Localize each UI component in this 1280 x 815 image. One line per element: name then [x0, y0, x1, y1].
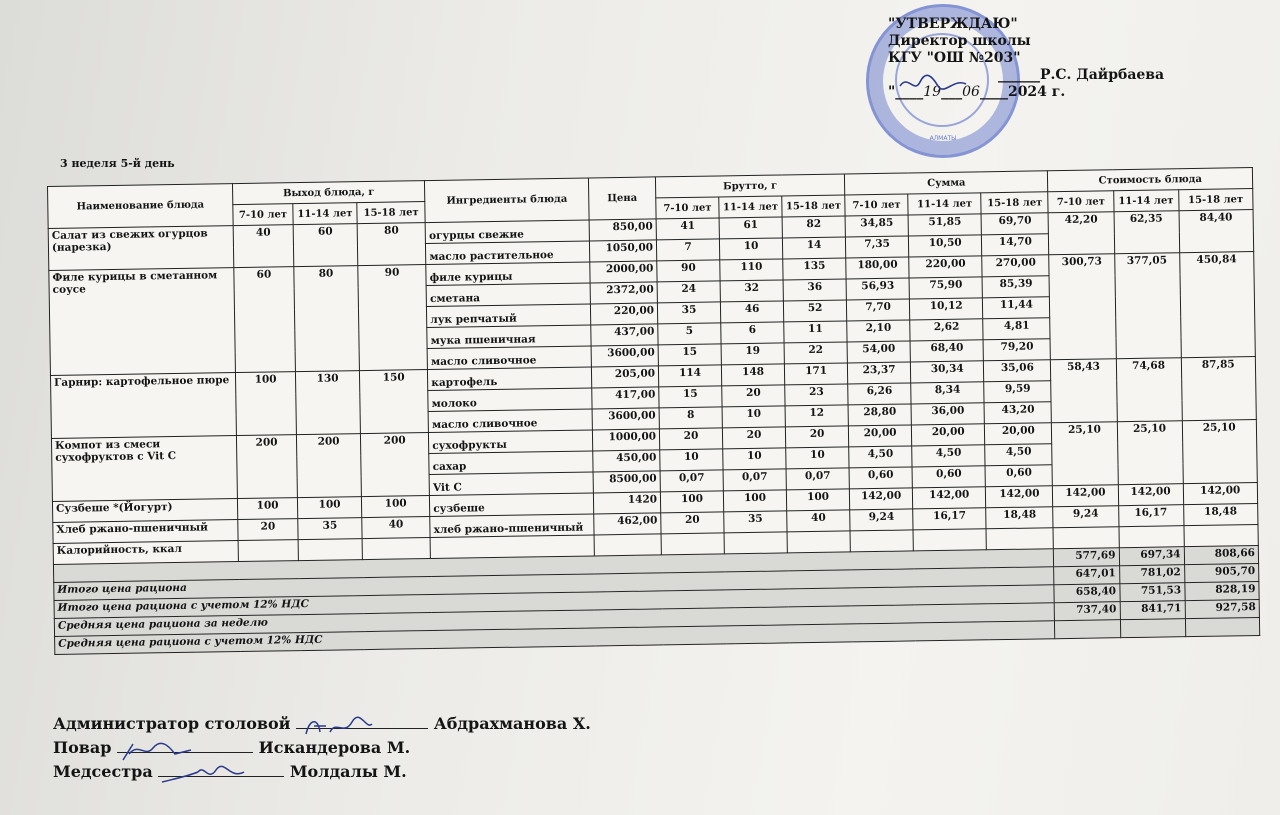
ingredient-brutto: 171: [784, 363, 847, 385]
dish-yield: 90: [358, 265, 428, 371]
stamp-text: АЛМАТЫ: [929, 135, 957, 142]
dish-cost: 25,10: [1052, 422, 1118, 486]
dish-yield: 130: [295, 371, 360, 435]
ingredient-sum: 4,50: [985, 444, 1052, 466]
dish-yield: 100: [297, 497, 361, 519]
ingredient-sum: 16,17: [913, 508, 987, 530]
ingredient-brutto: 19: [721, 343, 784, 365]
dish-name: Филе курицы в сметанном соусе: [49, 268, 236, 376]
ingredient-brutto: 35: [657, 302, 720, 324]
ingredient-sum: 0,60: [985, 465, 1052, 487]
signature-role: Повар: [53, 738, 112, 757]
dish-yield: 20: [238, 519, 298, 541]
ingredient-sum: 7,70: [847, 299, 910, 321]
dish-cost: 142,00: [1118, 484, 1183, 506]
ingredient-brutto: 20: [785, 426, 848, 448]
ingredient-sum: 9,24: [850, 509, 913, 531]
ingredient-sum: 9,59: [984, 381, 1051, 403]
dish-cost: 87,85: [1181, 357, 1256, 421]
ingredient-brutto: 23: [785, 384, 848, 406]
dish-name: Салат из свежих огурцов (нарезка): [48, 226, 234, 271]
ingredient-brutto: 10: [719, 238, 782, 260]
ingredient-name: сахар: [429, 451, 593, 475]
header-price: Цена: [588, 177, 656, 220]
dish-yield: 100: [237, 498, 297, 520]
ingredient-sum: 4,81: [983, 318, 1050, 340]
header-age: 7-10 лет: [233, 204, 293, 226]
ingredient-brutto: 0,07: [786, 468, 849, 490]
total-value: 781,02: [1119, 565, 1184, 584]
header-dish: Наименование блюда: [48, 184, 234, 229]
ingredient-brutto: 5: [658, 323, 721, 345]
ingredient-brutto: 12: [785, 405, 848, 427]
header-age: 7-10 лет: [1048, 191, 1113, 213]
ingredient-brutto: 82: [782, 216, 845, 238]
approval-org: КГУ "ОШ №203": [888, 50, 1021, 66]
ingredient-brutto: 11: [784, 321, 847, 343]
empty-cell: [1119, 526, 1184, 548]
header-age: 15-18 лет: [1178, 189, 1253, 211]
ingredient-brutto: 100: [786, 489, 849, 511]
signature-line: [53, 736, 591, 760]
signature-name: Искандерова М.: [258, 738, 411, 757]
ingredient-name: масло сливочное: [428, 409, 592, 433]
header-age: 7-10 лет: [656, 197, 719, 219]
ingredient-sum: 14,70: [982, 234, 1049, 256]
dish-yield: 200: [361, 433, 430, 497]
ingredient-name: лук репчатый: [427, 304, 591, 328]
ingredient-sum: 79,20: [983, 339, 1050, 361]
total-value: 927,58: [1185, 600, 1260, 619]
empty-cell: [986, 528, 1053, 550]
ingredient-sum: 18,48: [986, 507, 1053, 529]
ingredient-sum: 11,44: [983, 297, 1050, 319]
ingredient-sum: 8,34: [911, 382, 985, 404]
ingredient-price: 437,00: [591, 324, 658, 346]
dish-yield: 200: [236, 435, 297, 499]
dish-cost: 450,84: [1179, 252, 1255, 358]
ingredient-brutto: 8: [659, 407, 722, 429]
dish-name: Гарнир: картофельное пюре: [50, 373, 236, 439]
ingredient-name: огурцы свежие: [425, 220, 589, 244]
empty-cell: [298, 539, 362, 561]
ingredient-sum: 2,62: [910, 319, 984, 341]
total-value: 808,66: [1184, 546, 1259, 565]
ingredient-sum: 2,10: [847, 320, 910, 342]
ingredient-brutto: 20: [722, 385, 785, 407]
total-value: 577,69: [1054, 548, 1119, 567]
header-sum: Сумма: [845, 171, 1049, 195]
calories-label: Калорийность, ккал: [53, 541, 238, 565]
empty-cell: [1184, 525, 1259, 547]
header-age: 15-18 лет: [782, 195, 845, 217]
director-signature: [898, 72, 968, 96]
ingredient-brutto: 15: [659, 386, 722, 408]
header-age: 11-14 лет: [1113, 190, 1178, 212]
ingredient-sum: 85,39: [982, 276, 1049, 298]
ingredient-sum: 28,80: [848, 404, 911, 426]
ingredient-brutto: 135: [783, 258, 846, 280]
ingredient-price: 220,00: [590, 303, 657, 325]
ingredient-name: хлеб ржано-пшеничный: [430, 514, 594, 538]
dish-cost: 42,20: [1049, 212, 1115, 255]
dish-yield: 40: [233, 225, 294, 268]
ingredient-sum: 180,00: [846, 257, 909, 279]
signature-role: Медсестра: [53, 762, 153, 781]
ingredient-price: 2000,00: [590, 261, 657, 283]
ingredient-sum: 54,00: [847, 341, 910, 363]
empty-cell: [913, 529, 987, 551]
empty-cell: [430, 535, 594, 559]
ingredient-price: 3600,00: [591, 345, 658, 367]
empty-cell: [787, 531, 850, 553]
total-value: 828,19: [1184, 582, 1259, 601]
dish-yield: 80: [357, 223, 426, 266]
signature-name: Абдрахманова Х.: [433, 714, 591, 733]
dish-yield: 80: [294, 266, 360, 372]
ingredient-sum: 43,20: [984, 402, 1051, 424]
ingredient-name: масло сливочное: [427, 346, 591, 370]
dish-name: Хлеб ржано-пшеничный: [53, 520, 238, 544]
ingredient-brutto: 14: [782, 237, 845, 259]
signature-role: Администратор столовой: [53, 714, 291, 733]
week-day-label: 3 неделя 5-й день: [60, 157, 175, 170]
dish-yield: 60: [293, 224, 358, 267]
empty-cell: [594, 534, 661, 556]
total-label: Средняя цена рациона с учетом 12% НДС: [55, 621, 1056, 655]
ingredient-brutto: 35: [724, 511, 787, 533]
ingredient-sum: 10,50: [909, 235, 983, 257]
ingredient-price: 850,00: [589, 219, 656, 241]
ingredient-price: 1050,00: [589, 240, 656, 262]
ingredient-sum: 0,60: [849, 467, 912, 489]
ingredient-brutto: 40: [787, 510, 850, 532]
ingredient-price: 417,00: [592, 387, 659, 409]
dish-cost: 25,10: [1182, 420, 1257, 484]
header-ingredients: Ингредиенты блюда: [425, 178, 589, 223]
dish-cost: 142,00: [1053, 485, 1118, 507]
ingredient-brutto: 20: [722, 427, 785, 449]
dish-yield: 200: [296, 434, 361, 498]
header-age: 15-18 лет: [357, 202, 425, 224]
signature-blank: [117, 752, 253, 753]
dish-cost: 84,40: [1179, 210, 1254, 253]
header-age: 11-14 лет: [293, 203, 357, 225]
ingredient-price: 450,00: [593, 450, 660, 472]
ingredient-sum: 34,85: [845, 215, 908, 237]
ingredient-sum: 51,85: [908, 214, 982, 236]
ingredient-brutto: 7: [656, 239, 719, 261]
ingredient-brutto: 90: [657, 260, 720, 282]
ingredient-brutto: 114: [658, 365, 721, 387]
dish-cost: 16,17: [1118, 505, 1183, 527]
approval-date-month: 06: [962, 84, 980, 100]
dish-cost: 62,35: [1114, 211, 1180, 254]
header-age: 11-14 лет: [719, 196, 782, 218]
dish-yield: 35: [298, 518, 362, 540]
ingredient-brutto: 6: [721, 322, 784, 344]
header-age: 15-18 лет: [981, 192, 1048, 214]
dish-cost: 300,73: [1049, 254, 1116, 360]
ingredient-sum: 69,70: [981, 213, 1048, 235]
ingredient-sum: 142,00: [913, 487, 987, 509]
dish-cost: 58,43: [1051, 359, 1117, 423]
ingredient-name: сухофрукты: [429, 430, 593, 454]
dish-name: Сузбеше *(Йогурт): [52, 499, 237, 523]
total-value: [1185, 618, 1260, 637]
ingredient-sum: 36,00: [911, 403, 985, 425]
empty-cell: [724, 532, 787, 554]
dish-name: Компот из смеси сухофруктов с Vit C: [51, 436, 237, 502]
dish-cost: 25,10: [1117, 421, 1183, 485]
dish-cost: 9,24: [1053, 506, 1118, 528]
ingredient-brutto: 100: [660, 491, 723, 513]
total-label: Итого цена рациона с учетом 12% НДС: [54, 585, 1055, 619]
approval-position: Директор школы: [888, 33, 1031, 49]
ingredient-name: молоко: [428, 388, 592, 412]
ingredient-price: 2372,00: [590, 282, 657, 304]
ingredient-sum: 20,00: [848, 425, 911, 447]
approval-date-day: 19: [923, 84, 942, 100]
dish-cost: 18,48: [1183, 504, 1258, 526]
menu-table: [47, 167, 1260, 655]
signature-blank: [296, 728, 428, 729]
ingredient-brutto: 52: [783, 300, 846, 322]
ingredient-brutto: 46: [720, 301, 783, 323]
empty-cell: [850, 530, 913, 552]
ingredient-sum: 142,00: [986, 486, 1053, 508]
ingredient-brutto: 36: [783, 279, 846, 301]
ingredient-sum: 7,35: [846, 236, 909, 258]
ingredient-price: 1000,00: [592, 429, 659, 451]
ingredient-price: 462,00: [594, 513, 661, 535]
ingredient-brutto: 10: [723, 448, 786, 470]
dish-yield: 40: [362, 517, 430, 539]
ingredient-sum: 0,60: [912, 466, 986, 488]
signature-blank: [158, 776, 284, 777]
approval-signer: Р.С. Дайрбаева: [1040, 67, 1165, 83]
total-value: 658,40: [1054, 584, 1119, 603]
ingredient-name: картофель: [428, 367, 592, 391]
ingredient-brutto: 20: [661, 512, 724, 534]
header-brutto: Брутто, г: [655, 174, 844, 198]
ingredient-sum: 75,90: [909, 277, 983, 299]
ingredient-brutto: 0,07: [660, 470, 723, 492]
ingredient-sum: 20,00: [912, 424, 986, 446]
signature-line: [53, 760, 591, 784]
signatures-block: [53, 712, 591, 784]
dish-yield: 60: [234, 267, 296, 373]
ingredient-sum: 270,00: [982, 255, 1049, 277]
total-label: Средняя цена рациона за неделю: [54, 603, 1055, 637]
total-label: Итого цена рациона: [54, 567, 1055, 601]
ingredient-brutto: 10: [660, 449, 723, 471]
approval-title: "УТВЕРЖДАЮ": [888, 16, 1018, 32]
dish-yield: 100: [361, 496, 429, 518]
ingredient-sum: 20,00: [985, 423, 1052, 445]
ingredient-name: сметана: [426, 283, 590, 307]
total-value: [1055, 620, 1120, 639]
approval-date-year: 2024 г.: [1007, 84, 1066, 100]
ingredient-brutto: 22: [784, 342, 847, 364]
empty-cell: [238, 540, 298, 562]
total-value: 905,70: [1184, 564, 1259, 583]
ingredient-sum: 30,34: [911, 361, 985, 383]
ingredient-brutto: 15: [658, 344, 721, 366]
ingredient-sum: 68,40: [910, 340, 984, 362]
ingredient-brutto: 24: [657, 281, 720, 303]
ingredient-name: масло растительное: [426, 241, 590, 265]
dish-cost: 377,05: [1114, 253, 1181, 359]
empty-cell: [661, 533, 724, 555]
ingredient-name: филе курицы: [426, 262, 590, 286]
ingredient-brutto: 32: [720, 280, 783, 302]
ingredient-sum: 35,06: [984, 360, 1051, 382]
dish-cost: 74,68: [1116, 358, 1182, 422]
ingredient-price: 1420: [593, 492, 660, 514]
header-yield: Выход блюда, г: [233, 181, 425, 205]
header-age: 7-10 лет: [845, 194, 908, 216]
ingredient-sum: 56,93: [846, 278, 909, 300]
ingredient-brutto: 41: [656, 218, 719, 240]
ingredient-brutto: 0,07: [723, 469, 786, 491]
ingredient-sum: 220,00: [909, 256, 983, 278]
ingredient-sum: 4,50: [912, 445, 986, 467]
dish-cost: 142,00: [1183, 483, 1258, 505]
ingredient-sum: 6,26: [848, 383, 911, 405]
header-age: 11-14 лет: [908, 193, 982, 215]
header-cost: Стоимость блюда: [1048, 168, 1253, 192]
empty-cell: [1053, 527, 1118, 549]
ingredient-name: мука пшеничная: [427, 325, 591, 349]
empty-cell: [362, 538, 430, 560]
dish-yield: 150: [360, 370, 429, 434]
ingredient-name: сузбеше: [430, 493, 594, 517]
ingredient-brutto: 61: [719, 217, 782, 239]
ingredient-sum: 10,12: [910, 298, 984, 320]
ingredient-brutto: 20: [659, 428, 722, 450]
total-value: 697,34: [1119, 547, 1184, 566]
dish-yield: 100: [236, 372, 297, 436]
handwritten-signature: [158, 762, 248, 788]
ingredient-sum: 142,00: [849, 488, 912, 510]
ingredient-sum: 23,37: [848, 362, 911, 384]
total-value: 751,53: [1119, 583, 1184, 602]
ingredient-brutto: 10: [786, 447, 849, 469]
ingredient-brutto: 100: [723, 490, 786, 512]
ingredient-price: 3600,00: [592, 408, 659, 430]
approval-signer-line: ______Р.С. Дайрбаева: [998, 67, 1165, 83]
ingredient-sum: 4,50: [849, 446, 912, 468]
signature-line: [53, 712, 591, 736]
total-value: [1120, 619, 1185, 638]
ingredient-brutto: 148: [721, 364, 784, 386]
signature-name: Молдалы М.: [289, 762, 407, 781]
ingredient-name: Vit C: [429, 472, 593, 496]
total-value: 841,71: [1120, 601, 1185, 620]
ingredient-price: 205,00: [591, 366, 658, 388]
approval-date-line: "____19___06____2024 г.: [888, 84, 1066, 100]
total-value: 737,40: [1055, 602, 1120, 621]
ingredient-brutto: 110: [720, 259, 783, 281]
ingredient-price: 8500,00: [593, 471, 660, 493]
ingredient-brutto: 10: [722, 406, 785, 428]
total-value: 647,01: [1054, 566, 1119, 585]
